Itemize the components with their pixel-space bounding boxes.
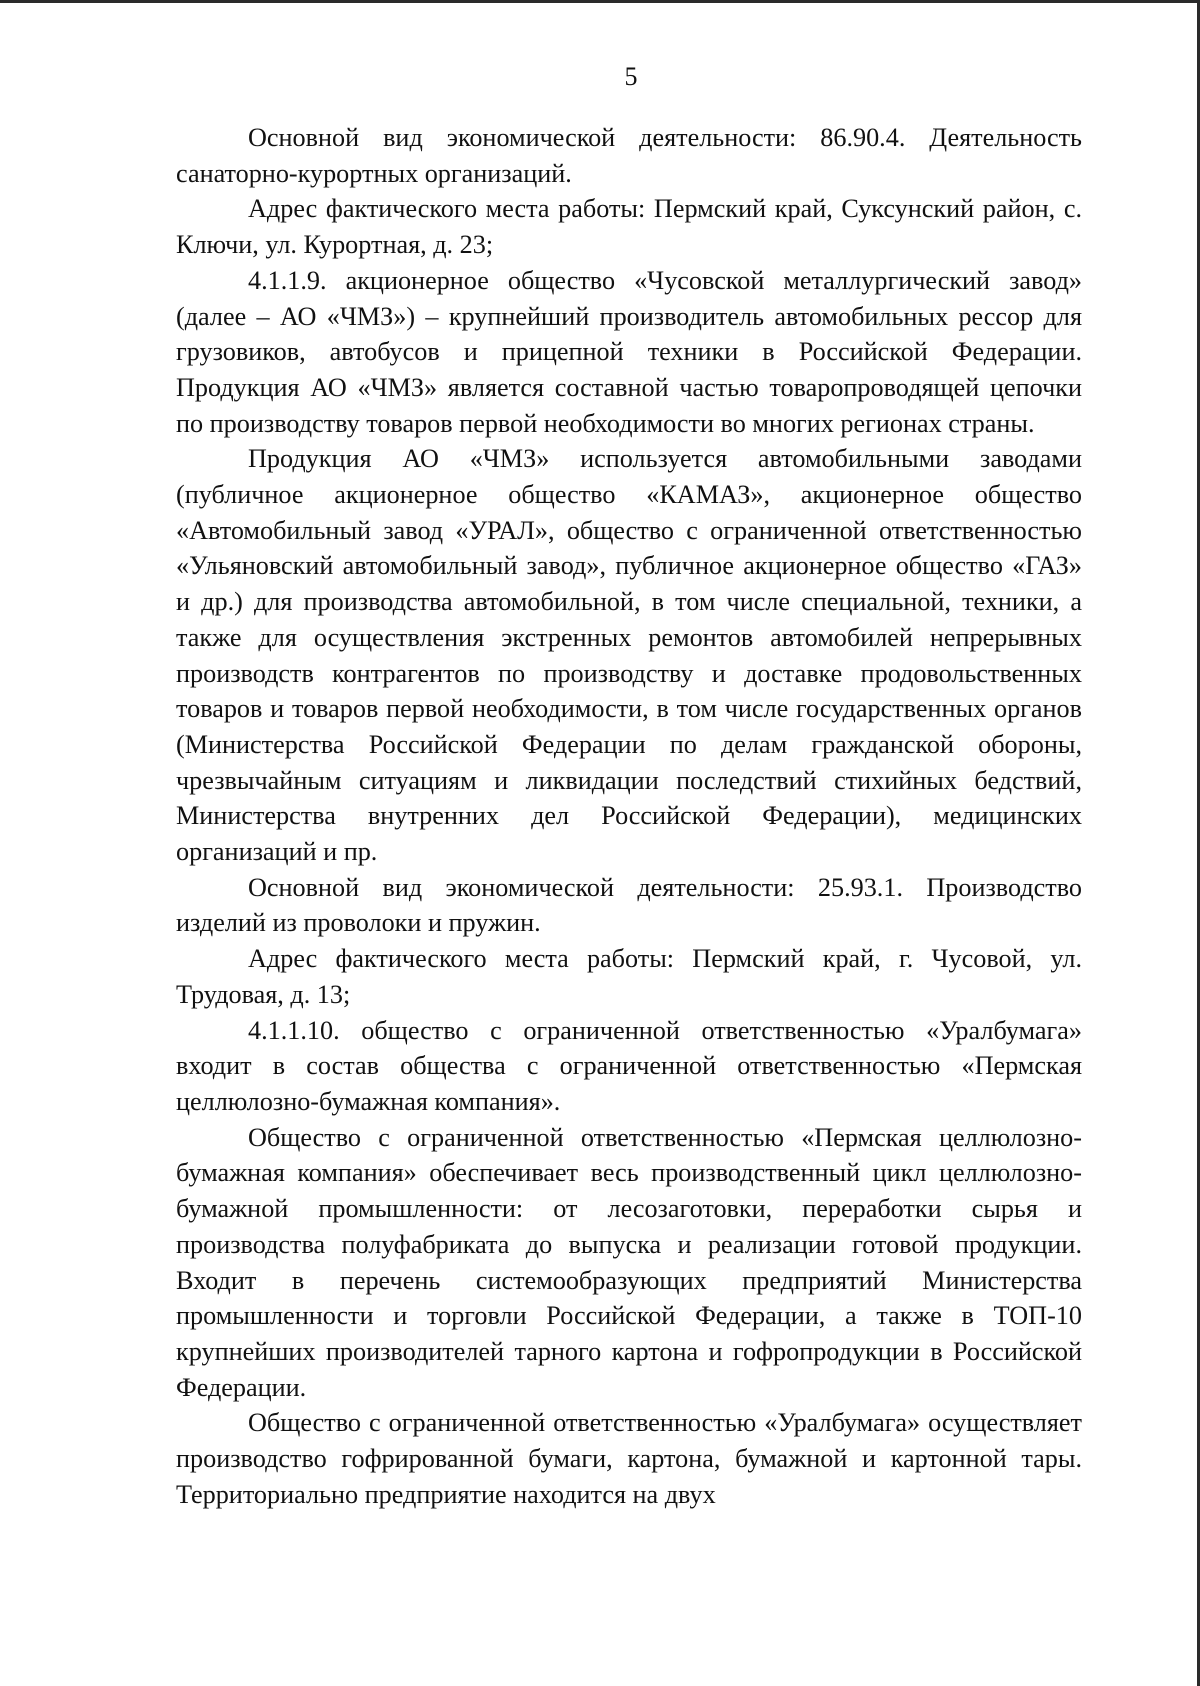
paragraph-activity-code-sanatorium: Основной вид экономической деятельности: 86.90.4. Деятельность санаторно-курортных организаций. [176, 123, 1082, 188]
paragraph-address-klyuchi: Адрес фактического места работы: Пермский край, Суксунский район, с. Ключи, ул. Курортная, д. 23; [176, 194, 1082, 260]
paragraph-item-4-1-1-10: 4.1.1.10. общество с ограниченной ответственностью «Уралбумага» входит в состав общества с ограниченной ответственностью «Пермская целлюлозно-бумажная компания». [176, 1015, 1082, 1116]
paragraph-address-chusovoy: Адрес фактического места работы: Пермский край, г. Чусовой, ул. Трудовая, д. 13; [176, 944, 1082, 1009]
paragraph-activity-code-wire: Основной вид экономической деятельности: 25.93.1. Производство изделий из проволоки и пружин. [176, 872, 1082, 938]
paragraph-uralbumaga-production: Общество с ограниченной ответственностью «Уралбумага» осуществляет производство гофрированной бумаги, картона, бумажной и картонной тары. Территориально предприятие находится на двух [176, 1408, 1082, 1509]
document-body [176, 120, 1082, 1512]
scan-border-top [0, 0, 1200, 3]
paragraph-chmz-products: Продукция АО «ЧМЗ» используется автомобильными заводами (публичное акционерное общество «КАМАЗ», акционерное общество «Автомобильный завод «УРАЛ», общество с ограниченной ответственностью «Ульяновский автомобильный завод», публичное акционерное общество «ГАЗ» и др.) для производства автомобильной, в том числе специальной, техники, а также для осуществления экстренных ремонтов автомобилей непрерывных производств контрагентов по производству и доставке продовольственных товаров и товаров первой необходимости, в том числе государственных органов (Министерства Российской Федерации по делам гражданской обороны, чрезвычайным ситуациям и ликвидации последствий стихийных бедствий, Министерства внутренних дел Российской Федерации), медицинских организаций и пр. [176, 444, 1082, 867]
paragraph-item-4-1-1-9: 4.1.1.9. акционерное общество «Чусовской металлургический завод» (далее – АО «ЧМЗ») – крупнейший производитель автомобильных рессор для грузовиков, автобусов и прицепной техники в Российской Федерации. Продукция АО «ЧМЗ» является составной частью товаропроводящей цепочки по производству товаров первой необходимости во многих регионах страны. [176, 265, 1082, 438]
paragraph-perm-pulp-company: Общество с ограниченной ответственностью «Пермская целлюлозно-бумажная компания» обеспечивает весь производственный цикл целлюлозно-бумажной промышленности: от лесозаготовки, переработки сырья и производства полуфабриката до выпуска и реализации готовой продукции. Входит в перечень системообразующих предприятий Министерства промышленности и торговли Российской Федерации, а также в ТОП-10 крупнейших производителей тарного картона и гофропродукции в Российской Федерации. [176, 1122, 1082, 1402]
page-number: 5 [624, 62, 638, 91]
